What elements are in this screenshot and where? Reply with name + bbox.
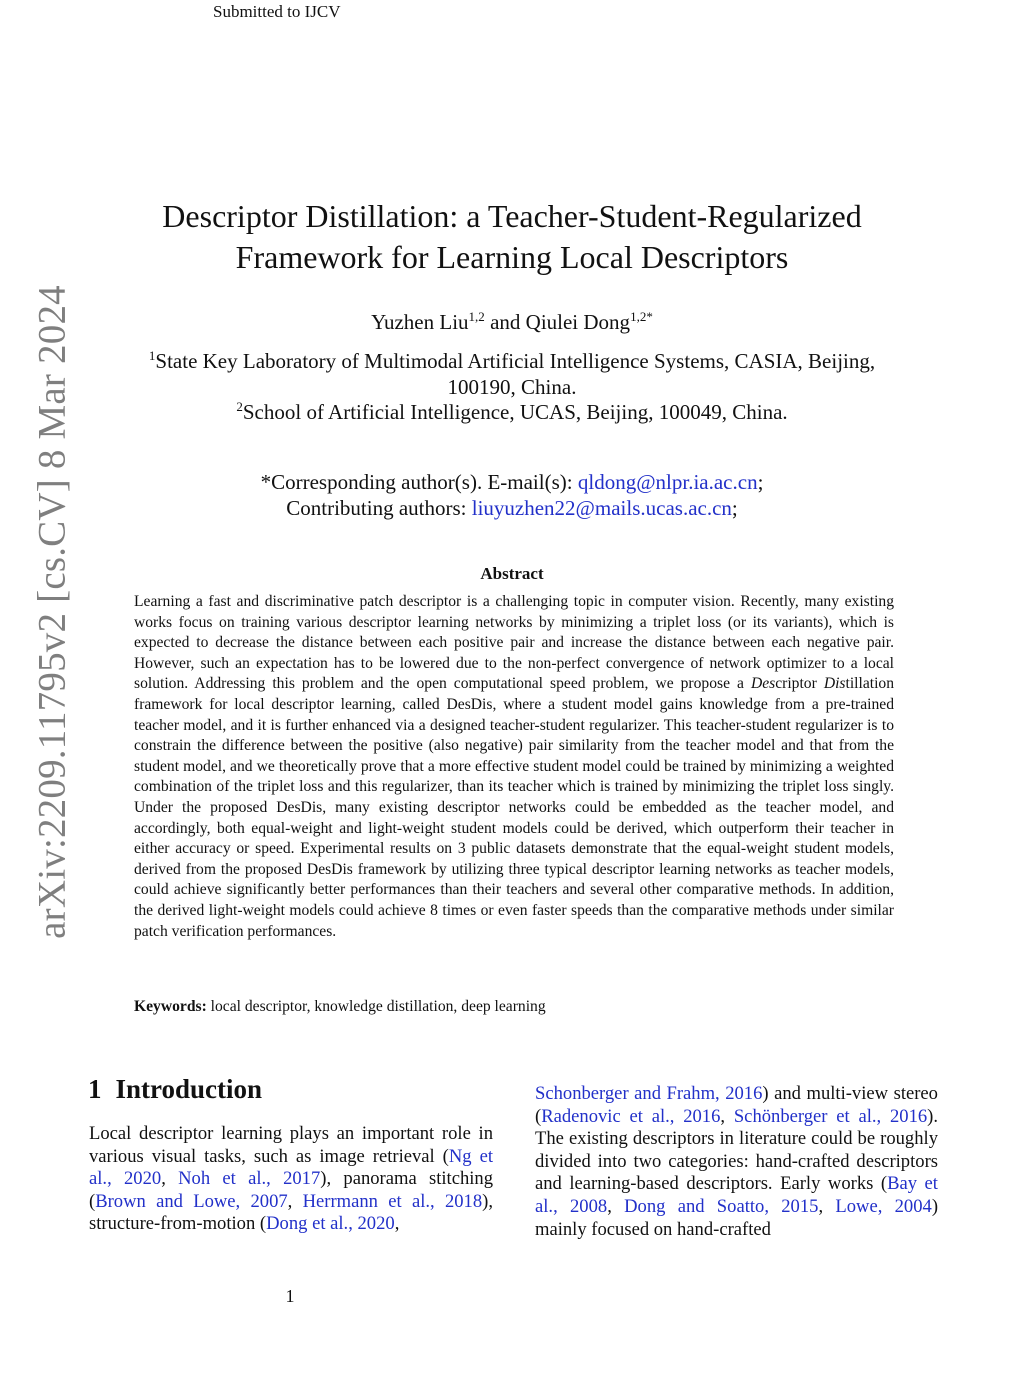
intro-right-column: Schonberger and Frahm, 2016) and multi-view stereo (Radenovic et al., 2016, Schönberger et al., 2016). The existing descriptors in literature could be roughly divided into two categories: hand-crafted descriptors and learning-based descriptors. Early works (Bay et al., 2008, Dong and Soatto, 2015, Lowe, 2004) mainly focused on hand-crafted — [535, 1083, 939, 1240]
author-conj: and — [490, 310, 521, 334]
citation-link[interactable]: Schonberger and Frahm, 2016 — [535, 1083, 763, 1104]
keywords — [134, 998, 894, 1016]
author-1: Yuzhen Liu — [371, 310, 469, 334]
citation-link[interactable]: Dong and Soatto, 2015 — [624, 1195, 819, 1217]
author-1-affil: 1,2 — [468, 309, 485, 325]
citation-link[interactable]: Ng et al., 2020 — [89, 1145, 493, 1190]
author-list — [100, 310, 924, 335]
abstract-heading: Abstract — [480, 564, 544, 583]
section-number: 1 — [88, 1074, 102, 1104]
affiliation-1-line-1: $^1$State Key Laboratory of Multimodal Artificial Intelligence Systems, CASIA, Beijing, — [148, 348, 876, 373]
affiliation-1-marker: 1 — [148, 348, 156, 364]
citation-link[interactable]: Noh et al., 2017 — [178, 1168, 321, 1190]
dis-italic: Dis — [823, 675, 846, 693]
section-title: Introduction — [115, 1074, 263, 1104]
keywords-label: Keywords: — [134, 998, 207, 1015]
abstract-body: Learning a fast and discriminative patch descriptor is a challenging topic in computer vision. Recently, many existing works focus on training various descriptor learning networks by minimizing a triplet loss (or its variants), which is expected to decrease the distance between each positive pair and increase the distance between each negative pair. However, such an expectation has to be lowered due to the non-perfect convergence of network optimizer to a local solution. Addressing this problem and the open computational speed problem, we propose a Descriptor Distillation framework for local descriptor learning, called DesDis, where a student model gains knowledge from a pre-trained teacher model, and it is further enhanced via a designed teacher-student regularizer. This teacher-student regularizer is to constrain the difference between the positive (also negative) pair similarity from the teacher model and that from the student model, and we theoretically prove that a more effective student model could be trained by minimizing a weighted combination of the triplet loss and this regularizer, than its teacher which is trained by minimizing the triplet loss singly. Under the proposed DesDis, many existing descriptor networks could be embedded as the teacher model, and accordingly, both equal-weight and light-weight student models could be derived, which outperform their teacher in either accuracy or speed. Experimental results on 3 public datasets demonstrate that the equal-weight student models, derived from the proposed DesDis framework by utilizing three typical descriptor learning networks as teacher models, could achieve significantly better performances than their teachers and several other comparative methods. In addition, the derived light-weight models could achieve 8 times or even faster speeds than the comparative methods under similar patch verification performances. — [134, 593, 894, 940]
contributing-authors: Contributing authors: liuyuzhen22@mails.ucas.ac.cn; — [286, 496, 738, 520]
section-heading-introduction — [88, 1074, 262, 1105]
citation-link[interactable]: Radenovic et al., 2016 — [541, 1105, 721, 1127]
author-2-affil: 1,2* — [630, 309, 653, 325]
citation-link[interactable]: Dong et al., 2020 — [266, 1213, 395, 1235]
affiliation-1-line-2: 100190, China. — [447, 375, 577, 399]
citation-link[interactable]: Brown and Lowe, 2007 — [95, 1190, 288, 1212]
citation-link[interactable]: Bay et al., 2008 — [535, 1173, 938, 1217]
title-line-2: Framework for Learning Local Descriptors — [235, 239, 789, 275]
intro-left-column: Local descriptor learning plays an important role in various visual tasks, such as image retrieval (Ng et al., 2020, Noh et al., 2017), panorama stitching (Brown and Lowe, 2007, Herrmann et al., 2018), structure-from-motion (Dong et al., 2020, — [89, 1123, 494, 1235]
corresponding-author: *Corresponding author(s). E-mail(s): qldong@nlpr.ia.ac.cn; — [260, 470, 764, 494]
corresponding-email-link[interactable]: qldong@nlpr.ia.ac.cn — [577, 470, 758, 494]
keywords-text: local descriptor, knowledge distillation, deep learning — [210, 998, 546, 1015]
affiliation-2: $^2$School of Artificial Intelligence, UCAS, Beijing, 100049, China. — [236, 399, 788, 424]
citation-link[interactable]: Herrmann et al., 2018 — [302, 1190, 483, 1212]
arxiv-stamp-text: arXiv:2209.11795v2 [cs.CV] 8 Mar 2024 — [30, 285, 74, 939]
running-header: Submitted to IJCV — [213, 2, 341, 21]
contributing-email-link[interactable]: liuyuzhen22@mails.ucas.ac.cn — [471, 496, 732, 520]
des-italic: Des — [750, 675, 776, 693]
title-line-1: Descriptor Distillation: a Teacher-Student-Regularized — [162, 198, 862, 234]
affiliation-2-marker: 2 — [236, 399, 243, 415]
citation-link[interactable]: Schönberger et al., 2016 — [733, 1105, 928, 1127]
citation-link[interactable]: Lowe, 2004 — [835, 1195, 932, 1217]
page-number: 1 — [285, 1286, 295, 1306]
author-2: Qiulei Dong — [525, 310, 631, 334]
paper-title — [120, 196, 904, 278]
